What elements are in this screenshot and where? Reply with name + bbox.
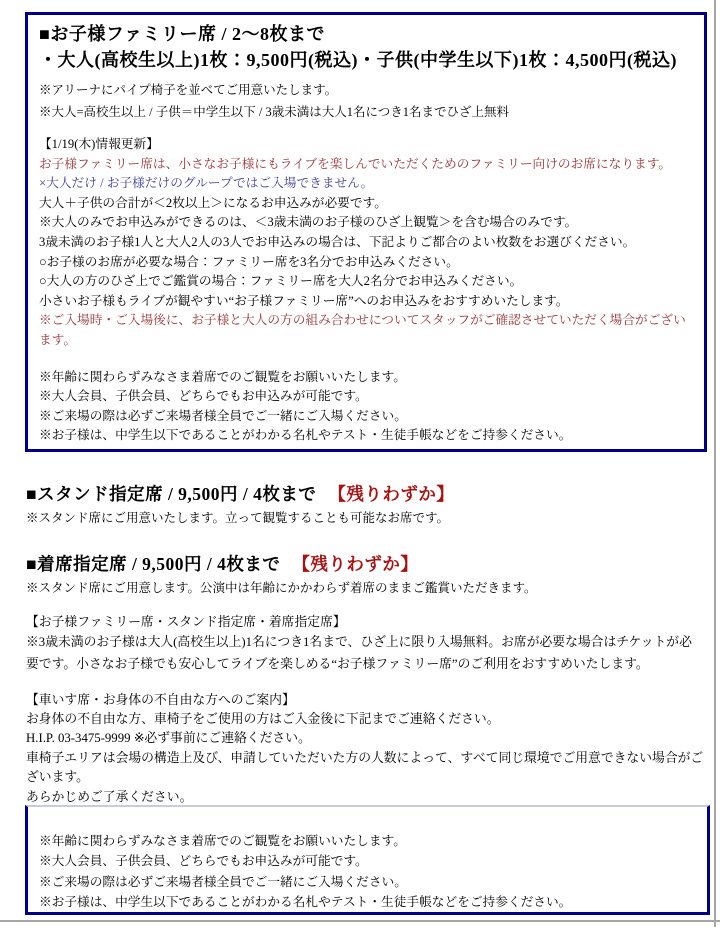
- seated-reserved-note: ※スタンド席にご用意します。公演中は年齢にかかわらず着席のままご鑑賞いただきます。: [26, 581, 537, 595]
- family-note-membership: ※大人会員、子供会員、どちらでもお申込みが可能です。: [39, 389, 368, 404]
- family-seat-box: [25, 12, 707, 452]
- family-note-age-definition: ※大人=高校生以上 / 子供＝中学生以下 / 3歳未満は大人1名につき1名までひざ上無料: [39, 105, 509, 119]
- update-line-lap-option: ○大人の方のひざ上でご鑑賞の場合：ファミリー席を大人2名分でお申込みください。: [39, 274, 523, 289]
- update-line-recommendation: 小さいお子様もライブが観やすい“お子様ファミリー席”へのお申込みをおすすめいたします。: [39, 293, 569, 308]
- family-note-arena: ※アリーナにパイプ椅子を並べてご用意いたします。: [39, 83, 338, 97]
- page-bottom-border: [0, 920, 720, 922]
- update-date-label: 【1/19(木)情報更新】: [39, 137, 159, 151]
- page-right-border: [714, 0, 716, 927]
- seated-reserved-title: [26, 552, 704, 577]
- stand-reserved-section: [26, 482, 704, 528]
- stand-reserved-title: [26, 482, 704, 507]
- update-line-under3-case: 3歳未満のお子様1人と大人2人の3人でお申込みの場合は、下記よりご都合のよい枚数をお選びください。: [39, 234, 636, 249]
- other-seats-area: [26, 482, 704, 808]
- family-note-id-required: ※お子様は、中学生以下であることがわかる名札やテスト・生徒手帳などをご持参ください。: [39, 428, 572, 443]
- general-note-enter-together: ※ご来場の際は必ずご来場者様全員でご一緒にご入場ください。: [39, 874, 407, 889]
- wheelchair-contact-line: お身体の不自由な方、車椅子をご使用の方はご入金後に下記までご連絡ください。: [26, 711, 500, 726]
- all-seats-info-heading: 【お子様ファミリー席・スタンド指定席・着席指定席】: [26, 615, 346, 629]
- seated-remaining-badge: 【残りわずか】: [292, 554, 419, 574]
- seated-reserved-section: [26, 552, 704, 598]
- family-note-enter-together: ※ご来場の際は必ずご来場者様全員でご一緒にご入場ください。: [39, 408, 407, 423]
- update-line-group-rule: ×大人だけ / お子様だけのグループではご入場できません。: [39, 176, 374, 191]
- wheelchair-info-block: [26, 690, 704, 808]
- family-seat-price-line: ・大人(高校生以上)1枚：9,500円(税込)・子供(中学生以下)1枚：4,500円(税込): [39, 50, 677, 70]
- all-seats-info-block: [26, 612, 704, 676]
- stand-reserved-note: ※スタンド席にご用意いたします。立って観覧することも可能なお席です。: [26, 511, 450, 525]
- seated-reserved-title-text: ■着席指定席 / 9,500円 / 4枚まで: [26, 554, 281, 574]
- update-line-adult-only-rule: ※大人のみでお申込みができるのは、＜3歳未満のお子様のひざ上観覧＞を含む場合のみです。: [39, 215, 578, 230]
- general-note-seated-viewing: ※年齢に関わらずみなさま着席でのご観覧をお願いいたします。: [39, 834, 406, 848]
- general-note-membership: ※大人会員、子供会員、どちらでもお申込みが可能です。: [39, 854, 368, 869]
- family-note-seated-viewing: ※年齢に関わらずみなさま着席でのご観覧をお願いいたします。: [39, 369, 406, 384]
- update-line-staff-check: ※ご入場時・ご入場後に、お子様と大人の方の組み合わせについてスタッフがご確認させていただく場合がございます。: [39, 313, 686, 347]
- stand-remaining-badge: 【残りわずか】: [328, 484, 455, 504]
- wheelchair-area-note: 車椅子エリアは会場の構造上及び、申請していただいた方の人数によって、すべて同じ環境でご用意できない場合がございます。: [26, 750, 704, 785]
- wheelchair-phone-line: H.I.P. 03-3475-9999 ※必ず事前にご連絡ください。: [26, 731, 311, 746]
- general-note-id-required: ※お子様は、中学生以下であることがわかる名札やテスト・生徒手帳などをご持参ください。: [39, 895, 572, 910]
- family-seat-title: ■お子様ファミリー席 / 2～8枚まで: [39, 24, 326, 44]
- update-line-child-seat-option: ○お子様のお席が必要な場合：ファミリー席を3名分でお申込みください。: [39, 254, 459, 269]
- update-line-purpose: お子様ファミリー席は、小さなお子様にもライブを楽しんでいただくためのファミリー向けのお席になります。: [39, 156, 672, 171]
- wheelchair-info-heading: 【車いす席・お身体の不自由な方へのご案内】: [26, 692, 295, 707]
- stand-reserved-title-text: ■スタンド指定席 / 9,500円 / 4枚まで: [26, 484, 317, 504]
- all-seats-info-text: ※3歳未満のお子様は大人(高校生以上)1名につき1名まで、ひざ上に限り入場無料。お席が必要な場合はチケットが必要です。小さなお子様でも安心してライブを楽しめる“お子様ファミリー席”のご利用をおすすめいたします。: [26, 635, 692, 671]
- wheelchair-apology-note: あらかじめご了承ください。: [26, 789, 193, 804]
- update-line-minimum-tickets: 大人＋子供の合計が＜2枚以上＞になるお申込みが必要です。: [39, 195, 387, 210]
- general-notes-box: [25, 805, 710, 915]
